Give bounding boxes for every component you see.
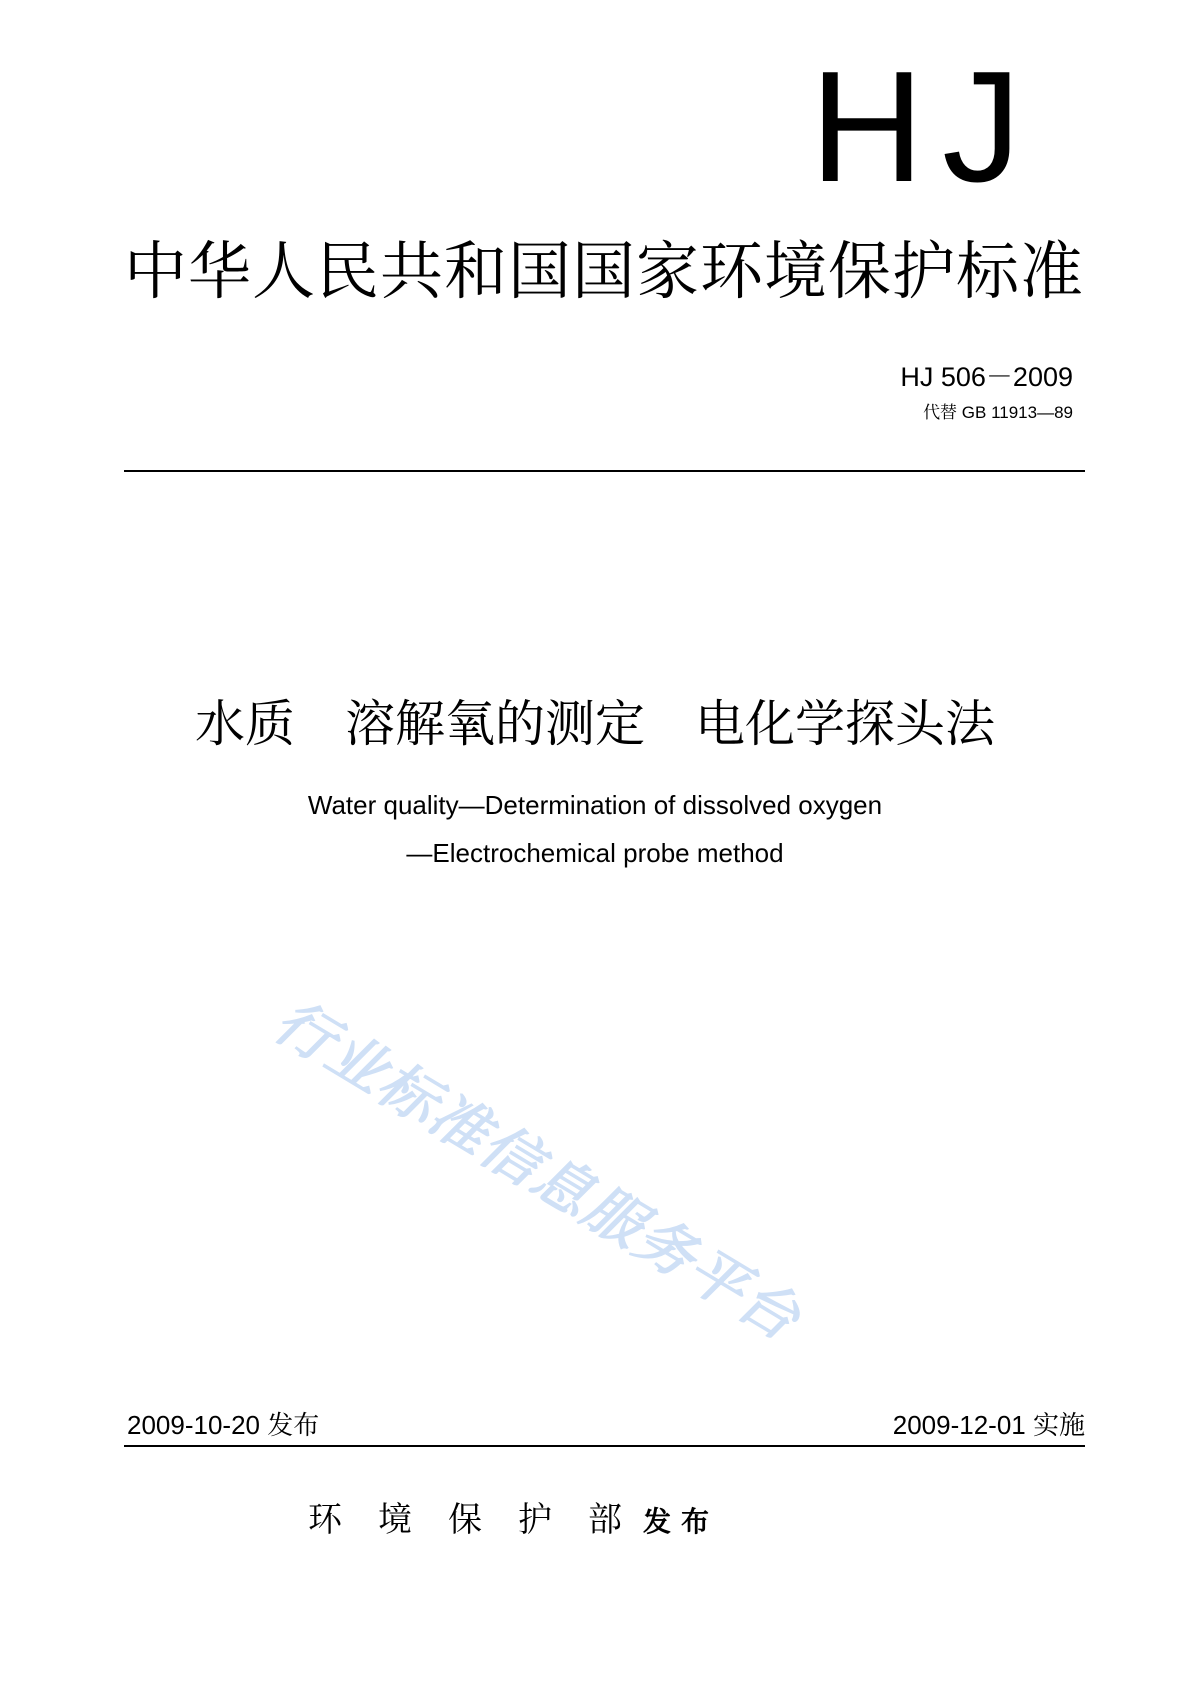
watermark: 行业标准信息服务平台 [263,986,813,1354]
top-divider [124,470,1085,472]
standard-number: HJ 506－2009 [900,362,1073,392]
replaces-note: 代替 GB 11913—89 [923,403,1073,422]
publisher-name: 环 境 保 护 部 [308,1500,623,1540]
publisher [308,1498,719,1544]
publisher-suffix: 发布 [643,1505,720,1538]
document-title-en-line1: Water quality—Determination of dissolved oxygen [307,790,883,820]
implement-date: 2009-12-01 实施 [892,1410,1085,1440]
document-title-en-line2: —Electrochemical probe method [406,838,784,868]
hj-logo: HJ [810,39,1040,215]
bottom-divider [124,1445,1085,1447]
issue-date: 2009-10-20 发布 [127,1410,320,1440]
document-title-cn: 水质 溶解氧的测定 电化学探头法 [195,695,995,753]
standard-title: 中华人民共和国国家环境保护标准 [124,235,1084,308]
